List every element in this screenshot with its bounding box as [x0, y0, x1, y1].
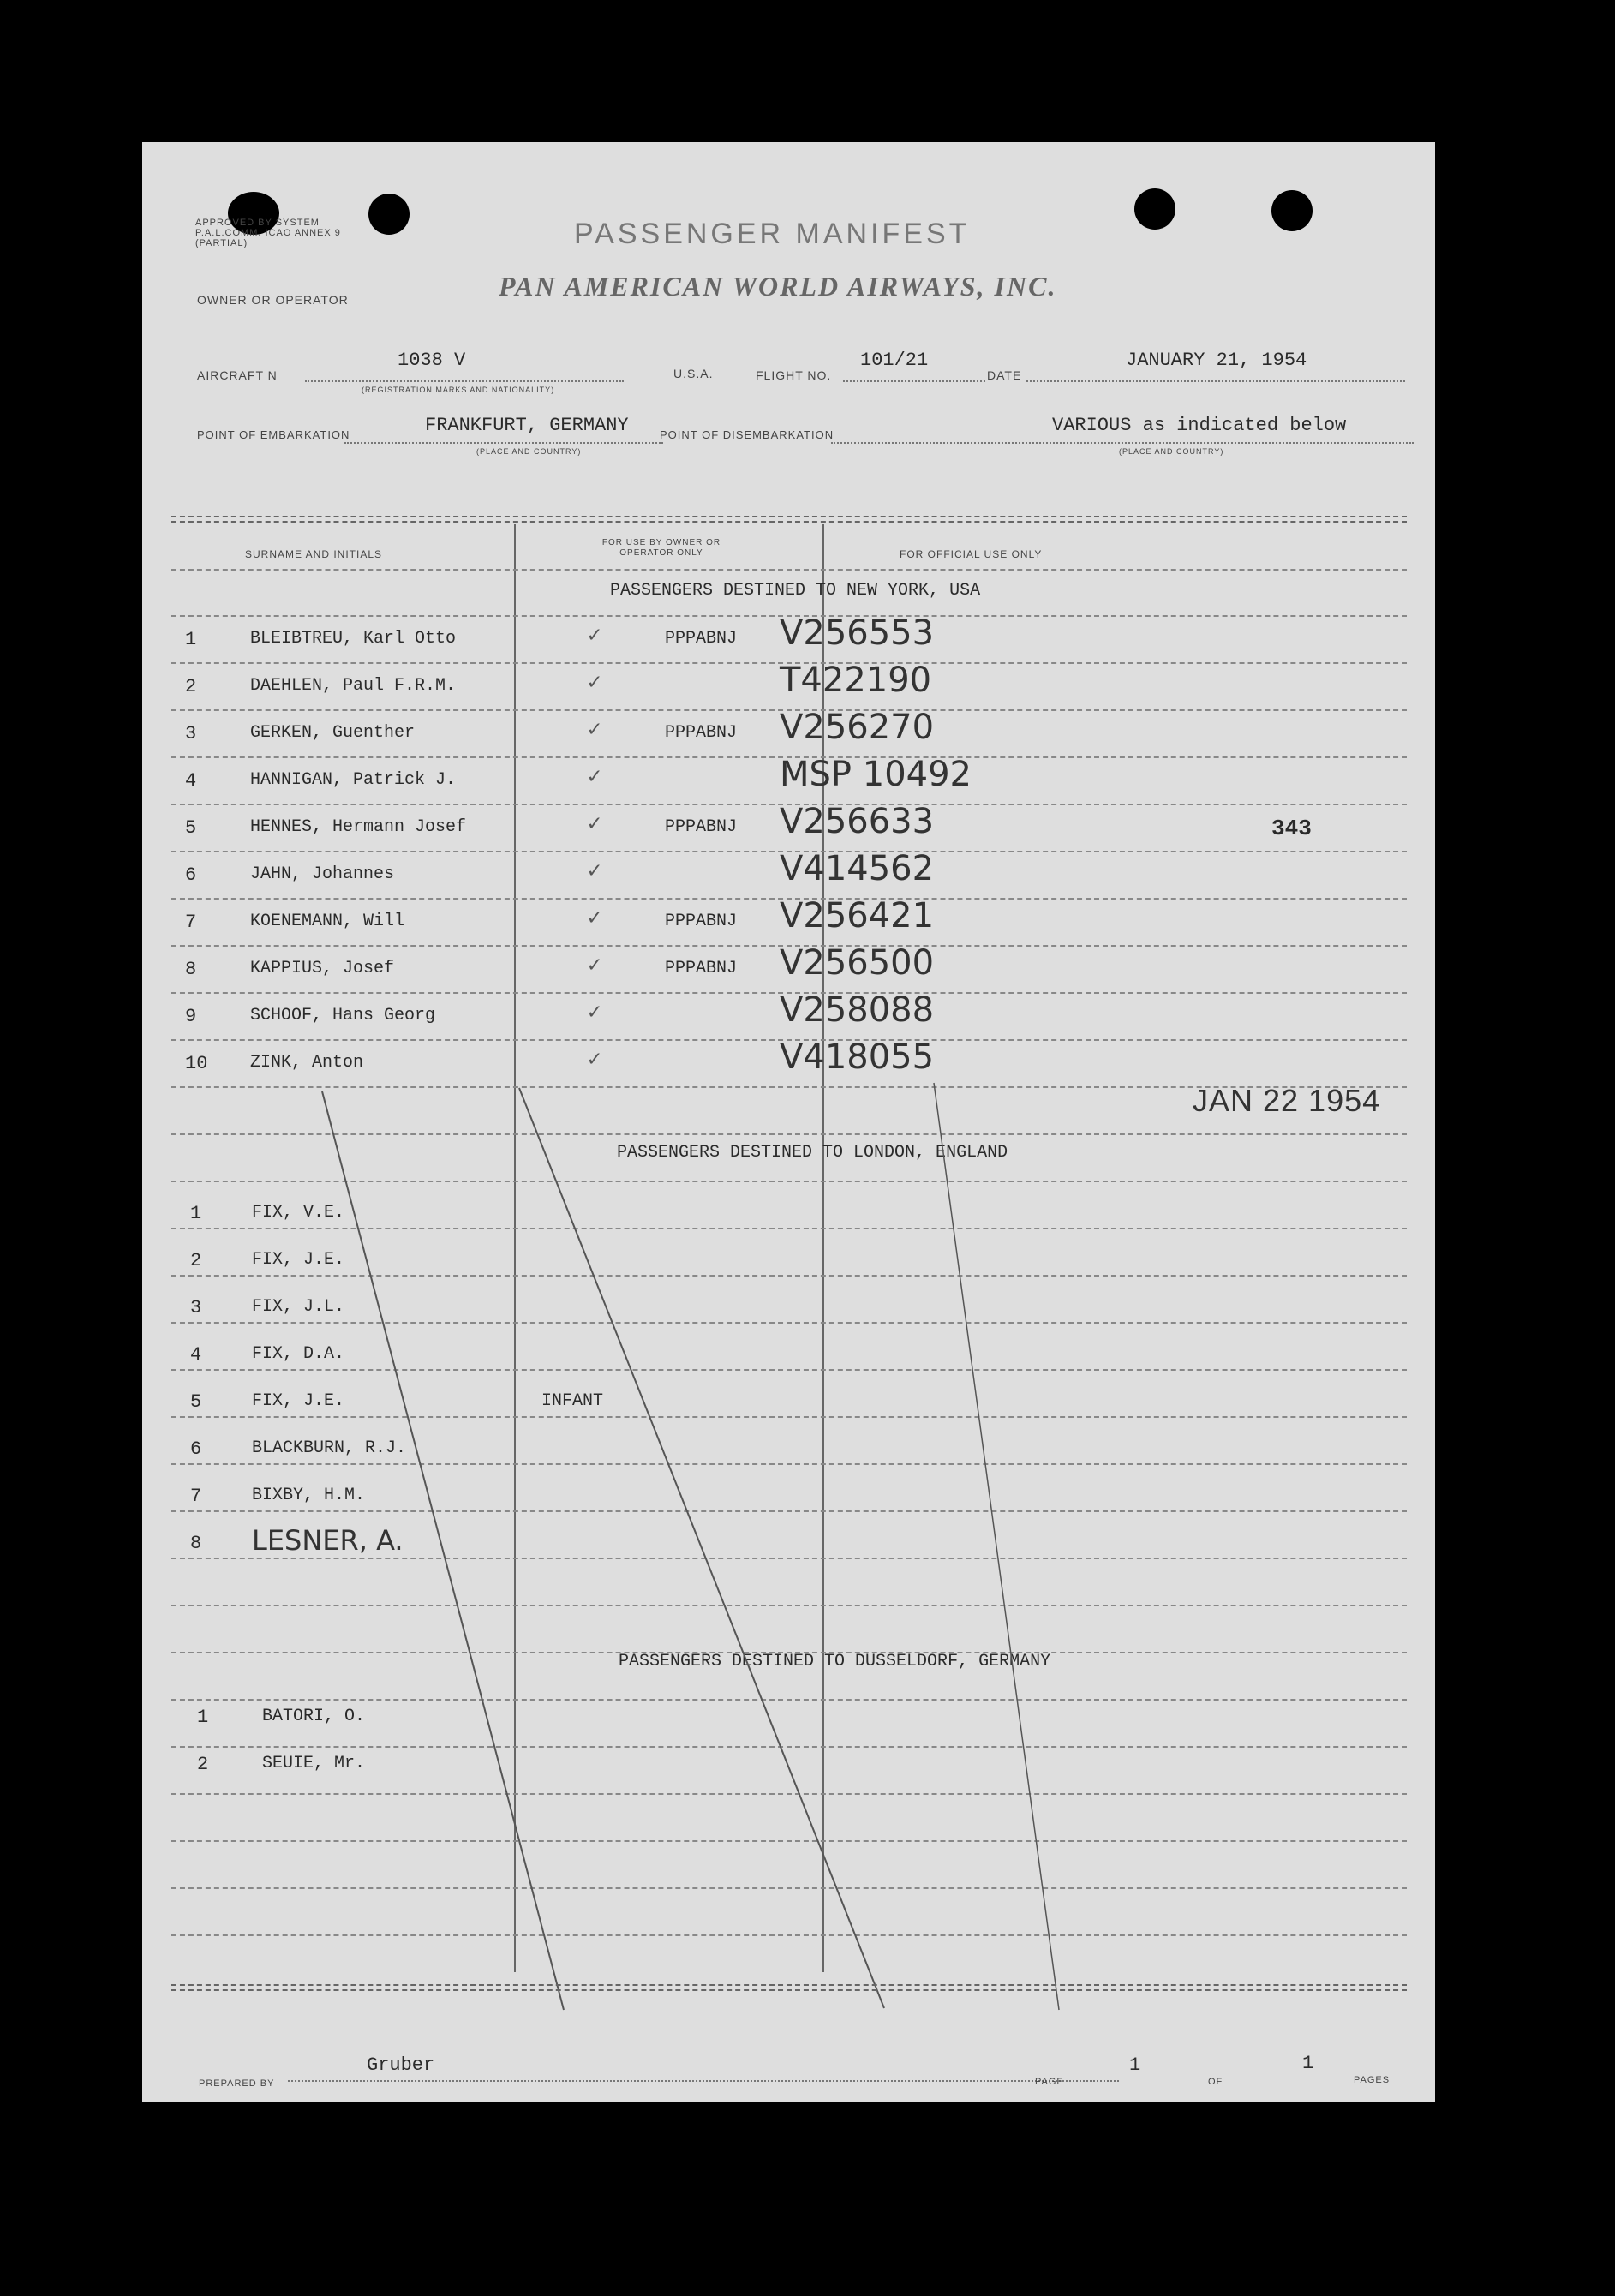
row-number: 2: [197, 1754, 209, 1775]
registration-note: (REGISTRATION MARKS AND NATIONALITY): [362, 386, 555, 394]
check-mark: ✓: [588, 623, 601, 649]
date-label: DATE: [987, 368, 1022, 382]
received-date-stamp: JAN 22 1954: [1193, 1083, 1381, 1118]
manifest-sheet: [142, 142, 1435, 2102]
row-number: 3: [190, 1297, 202, 1318]
passenger-name: SCHOOF, Hans Georg: [250, 1006, 436, 1025]
passenger-name: KOENEMANN, Will: [250, 912, 405, 931]
passenger-name: LESNER, A.: [252, 1524, 404, 1557]
check-mark: ✓: [588, 670, 601, 696]
place-note-2: (PLACE AND COUNTRY): [1119, 447, 1224, 456]
embarkation-label: POINT OF EMBARKATION: [197, 428, 350, 441]
page-number: 1: [1129, 2054, 1141, 2076]
place-note-1: (PLACE AND COUNTRY): [476, 447, 582, 456]
row-number: 4: [185, 770, 197, 792]
pages-label: PAGES: [1354, 2075, 1391, 2085]
check-mark: ✓: [588, 1000, 601, 1025]
visa-number: V256421: [780, 896, 935, 936]
owner-label: OWNER OR OPERATOR: [197, 293, 349, 307]
check-mark: ✓: [588, 717, 601, 743]
page-label: PAGE: [1035, 2077, 1064, 2087]
passenger-name: ZINK, Anton: [250, 1053, 364, 1073]
passenger-name: BLEIBTREU, Karl Otto: [250, 629, 457, 649]
footer-rule: [171, 1989, 1407, 1991]
of-label: OF: [1208, 2077, 1223, 2087]
aircraft-label: AIRCRAFT N: [197, 368, 278, 382]
passenger-name: FIX, D.A.: [252, 1344, 345, 1364]
passenger-name: DAEHLEN, Paul F.R.M.: [250, 676, 457, 696]
airline-name: PAN AMERICAN WORLD AIRWAYS, INC.: [499, 271, 1057, 302]
visa-number: V414562: [780, 849, 935, 888]
row-number: 7: [190, 1486, 202, 1507]
prepared-by: Gruber: [367, 2054, 435, 2076]
row-number: 1: [197, 1707, 209, 1728]
passenger-name: JAHN, Johannes: [250, 864, 395, 884]
row-number: 1: [190, 1203, 202, 1224]
approval-note: APPROVED BY SYSTEM P.A.L.COMM. ICAO ANNEX 9 (PARTIAL): [195, 218, 341, 248]
visa-number: V258088: [780, 990, 935, 1030]
passenger-name: KAPPIUS, Josef: [250, 959, 395, 978]
disembarkation-place: VARIOUS as indicated below: [1052, 415, 1347, 436]
passenger-note: INFANT: [541, 1391, 604, 1411]
row-number: 5: [185, 817, 197, 839]
owner-code: PPPABNJ: [665, 959, 738, 978]
passenger-name: BIXBY, H.M.: [252, 1486, 366, 1505]
visa-number: V256270: [780, 708, 935, 747]
passenger-name: BLACKBURN, R.J.: [252, 1438, 407, 1458]
owner-code: PPPABNJ: [665, 817, 738, 837]
row-number: 2: [185, 676, 197, 697]
manifest-date: JANUARY 21, 1954: [1126, 350, 1307, 371]
strike-line: [322, 1091, 564, 2010]
official-number: 343: [1271, 816, 1312, 841]
passenger-name: HANNIGAN, Patrick J.: [250, 770, 457, 790]
visa-number: V418055: [780, 1037, 935, 1077]
flight-number: 101/21: [860, 350, 929, 371]
row-number: 6: [190, 1438, 202, 1460]
strike-line: [519, 1088, 884, 2008]
row-number: 1: [185, 629, 197, 650]
strike-lines: [142, 142, 1435, 2102]
row-number: 9: [185, 1006, 197, 1027]
owner-code: PPPABNJ: [665, 629, 738, 649]
official-column-header: FOR OFFICIAL USE ONLY: [900, 548, 1043, 560]
section-london: PASSENGERS DESTINED TO LONDON, ENGLAND: [617, 1143, 1008, 1163]
row-number: 7: [185, 912, 197, 933]
row-number: 8: [185, 959, 197, 980]
passenger-name: FIX, V.E.: [252, 1203, 345, 1223]
check-mark: ✓: [588, 906, 601, 931]
prepared-label: PREPARED BY: [199, 2078, 275, 2089]
surname-column-header: SURNAME AND INITIALS: [245, 548, 383, 560]
check-mark: ✓: [588, 764, 601, 790]
visa-number: V256633: [780, 802, 935, 841]
check-mark: ✓: [588, 1047, 601, 1073]
visa-number: MSP 10492: [780, 755, 972, 794]
passenger-name: GERKEN, Guenther: [250, 723, 416, 743]
row-number: 5: [190, 1391, 202, 1413]
section-new-york: PASSENGERS DESTINED TO NEW YORK, USA: [610, 581, 981, 601]
check-mark: ✓: [588, 858, 601, 884]
passenger-name: FIX, J.L.: [252, 1297, 345, 1317]
passenger-name: BATORI, O.: [262, 1707, 366, 1726]
strike-line: [934, 1083, 1059, 2010]
row-number: 8: [190, 1533, 202, 1554]
page-title: PASSENGER MANIFEST: [574, 218, 971, 250]
total-pages: 1: [1302, 2053, 1314, 2074]
usa-label: U.S.A.: [673, 367, 714, 380]
passenger-name: FIX, J.E.: [252, 1391, 345, 1411]
owner-code: PPPABNJ: [665, 912, 738, 931]
passenger-name: FIX, J.E.: [252, 1250, 345, 1270]
disembarkation-label: POINT OF DISEMBARKATION: [660, 428, 834, 441]
owner-column-header: FOR USE BY OWNER OR OPERATOR ONLY: [601, 538, 721, 558]
visa-number: V256500: [780, 943, 935, 983]
check-mark: ✓: [588, 811, 601, 837]
passenger-name: SEUIE, Mr.: [262, 1754, 366, 1773]
row-number: 4: [190, 1344, 202, 1366]
row-number: 2: [190, 1250, 202, 1271]
section-dusseldorf: PASSENGERS DESTINED TO DUSSELDORF, GERMANY: [619, 1652, 1051, 1671]
visa-number: V256553: [780, 613, 935, 653]
row-number: 6: [185, 864, 197, 886]
visa-number: T422190: [780, 661, 932, 700]
row-number: 3: [185, 723, 197, 744]
check-mark: ✓: [588, 953, 601, 978]
prepared-underline: [288, 2080, 1119, 2082]
row-number: 10: [185, 1053, 208, 1074]
owner-code: PPPABNJ: [665, 723, 738, 743]
flight-label: FLIGHT NO.: [756, 368, 832, 382]
footer-rule: [171, 1984, 1407, 1986]
embarkation-place: FRANKFURT, GERMANY: [425, 415, 629, 436]
passenger-name: HENNES, Hermann Josef: [250, 817, 467, 837]
aircraft-number: 1038 V: [398, 350, 466, 371]
